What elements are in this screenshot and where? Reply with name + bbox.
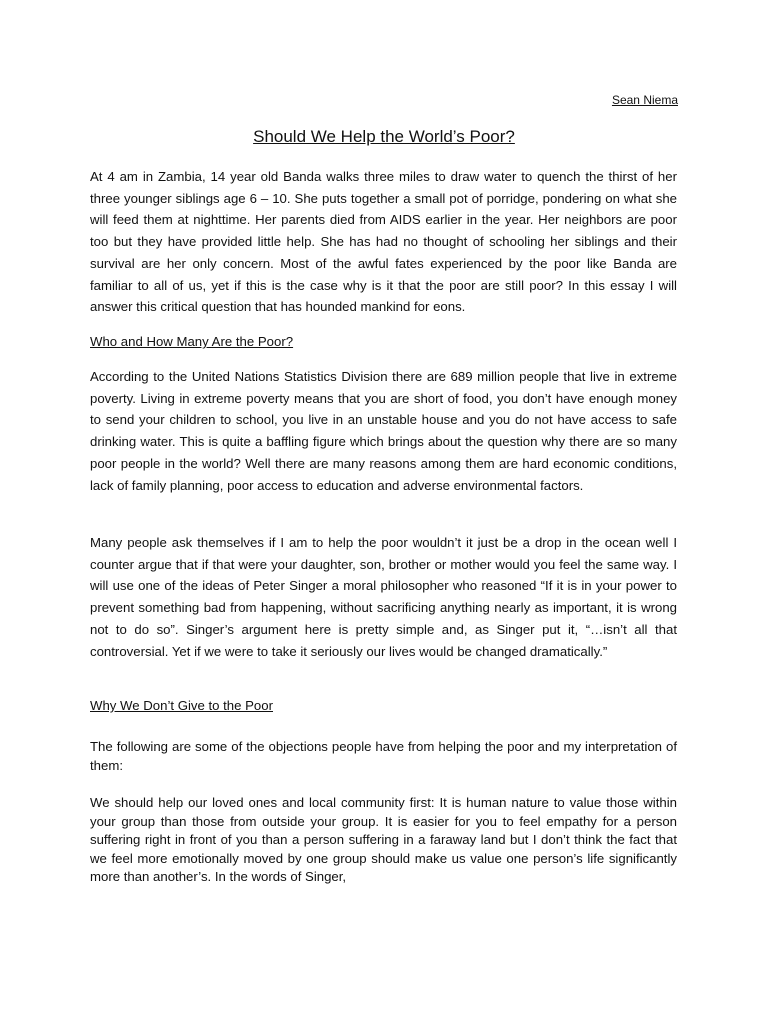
loved-ones-paragraph: We should help our loved ones and local community first: It is human nature to value those within your group than those from outside your group. It is easier for you to feel empathy for a person suffering right in front of you than a person suffering in a faraway land but I don’t think the fact that we feel more emotionally moved by one group should make us value one person’s life significantly more than another’s. In the words of Singer, [90, 795, 677, 884]
section-heading-why: Why We Don’t Give to the Poor [90, 698, 273, 713]
document-title: Should We Help the World’s Poor? [253, 127, 515, 146]
objections-paragraph: The following are some of the objections people have from helping the poor and my interpretation of them: [90, 739, 677, 773]
author-name: Sean Niema [611, 93, 678, 107]
poverty-paragraph: According to the United Nations Statistics Division there are 689 million people that live in extreme poverty. Living in extreme poverty means that you are short of food, you don’t have enough money to send your children to school, you live in an unstable house and you do not have access to safe drinking water. This is quite a baffling figure which brings about the question why there are so many poor people in the world? Well there are many reasons among them are hard economic conditions, lack of family planning, poor access to education and adverse environmental factors. [90, 369, 677, 493]
section-heading-who: Who and How Many Are the Poor? [90, 334, 294, 349]
intro-paragraph: At 4 am in Zambia, 14 year old Banda walks three miles to draw water to quench the thirst of her three younger siblings age 6 – 10. She puts together a small pot of porridge, pondering on what she will feed them at nighttime. Her parents died from AIDS earlier in the year. Her neighbors are poor too but they have provided little help. She has had no thought of schooling her siblings and their survival are her only concern. Most of the awful fates experienced by the poor like Banda are familiar to all of us, yet if this is the case why is it that the poor are still poor? In this essay I will answer this critical question that has hounded mankind for eons. [90, 169, 677, 315]
singer-paragraph: Many people ask themselves if I am to help the poor wouldn’t it just be a drop in the ocean well I counter argue that if that were your daughter, son, brother or mother would you feel the same way. I will use one of the ideas of Peter Singer a moral philosopher who reasoned “If it is in your power to prevent something bad from happening, without sacrificing anything nearly as important, it is wrong not to do so”. Singer’s argument here is pretty simple and, as Singer put it, “…isn’t all that controversial. Yet if we were to take it seriously our lives would be changed dramatically.” [90, 535, 677, 659]
